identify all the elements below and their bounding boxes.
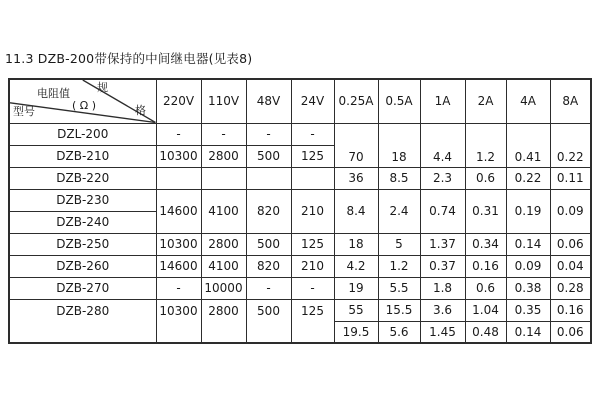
table-cell: 0.28: [550, 277, 591, 299]
table-cell: 0.35: [506, 299, 550, 321]
table-cell: 1.45: [420, 321, 465, 343]
table-cell: 2800: [201, 145, 246, 167]
table-cell: [246, 167, 291, 189]
table-cell: 0.22: [550, 123, 591, 167]
corner-label-resistance: 电阻值: [37, 87, 70, 100]
model-cell: DZB-210: [9, 145, 156, 167]
corner-label-resistance-unit: ( Ω ): [72, 99, 96, 112]
table-cell: 0.11: [550, 167, 591, 189]
table-cell: 210: [291, 255, 334, 277]
table-row: [9, 167, 591, 189]
table-cell: -: [246, 123, 291, 145]
model-cell: DZB-280: [9, 299, 156, 343]
table-cell: 1.8: [420, 277, 465, 299]
column-header-cell: 1A: [420, 79, 465, 123]
table-cell: 0.16: [550, 299, 591, 321]
table-cell: 500: [246, 233, 291, 255]
model-cell: DZB-250: [9, 233, 156, 255]
table-cell: 0.06: [550, 321, 591, 343]
table-cell: 10000: [201, 277, 246, 299]
model-cell: DZB-260: [9, 255, 156, 277]
column-header-cell: 48V: [246, 79, 291, 123]
table-row: [9, 189, 591, 211]
table-cell: -: [291, 277, 334, 299]
table-row: [9, 277, 591, 299]
table-cell: 0.41: [506, 123, 550, 167]
table-cell: 0.14: [506, 233, 550, 255]
column-header-cell: 220V: [156, 79, 201, 123]
table-cell: 0.04: [550, 255, 591, 277]
table-cell: 210: [291, 189, 334, 233]
table-cell: 8.4: [334, 189, 378, 233]
table-row: [9, 255, 591, 277]
table-cell: 8.5: [378, 167, 420, 189]
table-cell: 19: [334, 277, 378, 299]
relay-spec-table: [8, 78, 592, 344]
table-cell: 10300: [156, 145, 201, 167]
column-header-cell: 110V: [201, 79, 246, 123]
table-cell: 0.14: [506, 321, 550, 343]
table-cell: 1.2: [378, 255, 420, 277]
table-cell: -: [291, 123, 334, 145]
table-cell: 0.16: [465, 255, 506, 277]
model-cell: DZB-230: [9, 189, 156, 211]
table-cell: 5.5: [378, 277, 420, 299]
table-cell: 3.6: [420, 299, 465, 321]
table-cell: 0.19: [506, 189, 550, 233]
table-cell: 10300: [156, 233, 201, 255]
table-cell: 0.38: [506, 277, 550, 299]
model-cell: DZB-270: [9, 277, 156, 299]
model-cell: DZL-200: [9, 123, 156, 145]
table-cell: 18: [378, 123, 420, 167]
corner-label-model: 型号: [13, 105, 35, 118]
table-cell: 19.5: [334, 321, 378, 343]
table-cell: 4100: [201, 255, 246, 277]
table-cell: 0.37: [420, 255, 465, 277]
corner-header-cell: [9, 79, 156, 123]
table-cell: 2.3: [420, 167, 465, 189]
column-header-cell: 4A: [506, 79, 550, 123]
table-cell: 0.48: [465, 321, 506, 343]
section-title: 11.3 DZB-200带保持的中间继电器(见表8): [5, 51, 253, 66]
table-cell: 15.5: [378, 299, 420, 321]
table-cell: 1.2: [465, 123, 506, 167]
corner-label-spec-top: 规: [97, 81, 108, 94]
table-cell: 0.34: [465, 233, 506, 255]
table-cell: 820: [246, 189, 291, 233]
table-row: [9, 123, 591, 145]
table-cell: 55: [334, 299, 378, 321]
table-cell: 5.6: [378, 321, 420, 343]
table-cell: 1.04: [465, 299, 506, 321]
table-cell: -: [156, 123, 201, 145]
table-cell: 2800: [201, 299, 246, 343]
table-cell: 2.4: [378, 189, 420, 233]
table-cell: -: [156, 277, 201, 299]
table-cell: [201, 167, 246, 189]
table-cell: 5: [378, 233, 420, 255]
corner-label-spec-bottom: 格: [135, 104, 146, 117]
table-cell: 500: [246, 145, 291, 167]
table-cell: 2800: [201, 233, 246, 255]
table-cell: 4.4: [420, 123, 465, 167]
model-cell: DZB-220: [9, 167, 156, 189]
table-cell: 4100: [201, 189, 246, 233]
table-cell: 14600: [156, 255, 201, 277]
table-cell: 0.09: [550, 189, 591, 233]
column-header-cell: 8A: [550, 79, 591, 123]
table-cell: 125: [291, 299, 334, 343]
table-cell: 0.74: [420, 189, 465, 233]
table-cell: 36: [334, 167, 378, 189]
table-cell: 0.09: [506, 255, 550, 277]
table-cell: 500: [246, 299, 291, 343]
table-cell: 1.37: [420, 233, 465, 255]
table-cell: 4.2: [334, 255, 378, 277]
table-cell: 0.06: [550, 233, 591, 255]
table-cell: 14600: [156, 189, 201, 233]
column-header-cell: 0.5A: [378, 79, 420, 123]
table-cell: 125: [291, 145, 334, 167]
table-cell: [156, 167, 201, 189]
column-header-cell: 0.25A: [334, 79, 378, 123]
model-cell: DZB-240: [9, 211, 156, 233]
table-cell: 10300: [156, 299, 201, 343]
table-cell: 18: [334, 233, 378, 255]
table-cell: 70: [334, 123, 378, 167]
table-row: [9, 299, 591, 321]
table-cell: -: [246, 277, 291, 299]
table-cell: 0.6: [465, 277, 506, 299]
column-header-cell: 2A: [465, 79, 506, 123]
table-cell: 0.6: [465, 167, 506, 189]
table-cell: 0.22: [506, 167, 550, 189]
table-cell: 0.31: [465, 189, 506, 233]
header-row: [9, 79, 591, 123]
table-cell: -: [201, 123, 246, 145]
table-cell: [291, 167, 334, 189]
table-cell: 820: [246, 255, 291, 277]
column-header-cell: 24V: [291, 79, 334, 123]
table-cell: 125: [291, 233, 334, 255]
table-row: [9, 233, 591, 255]
table-body: [9, 123, 591, 343]
